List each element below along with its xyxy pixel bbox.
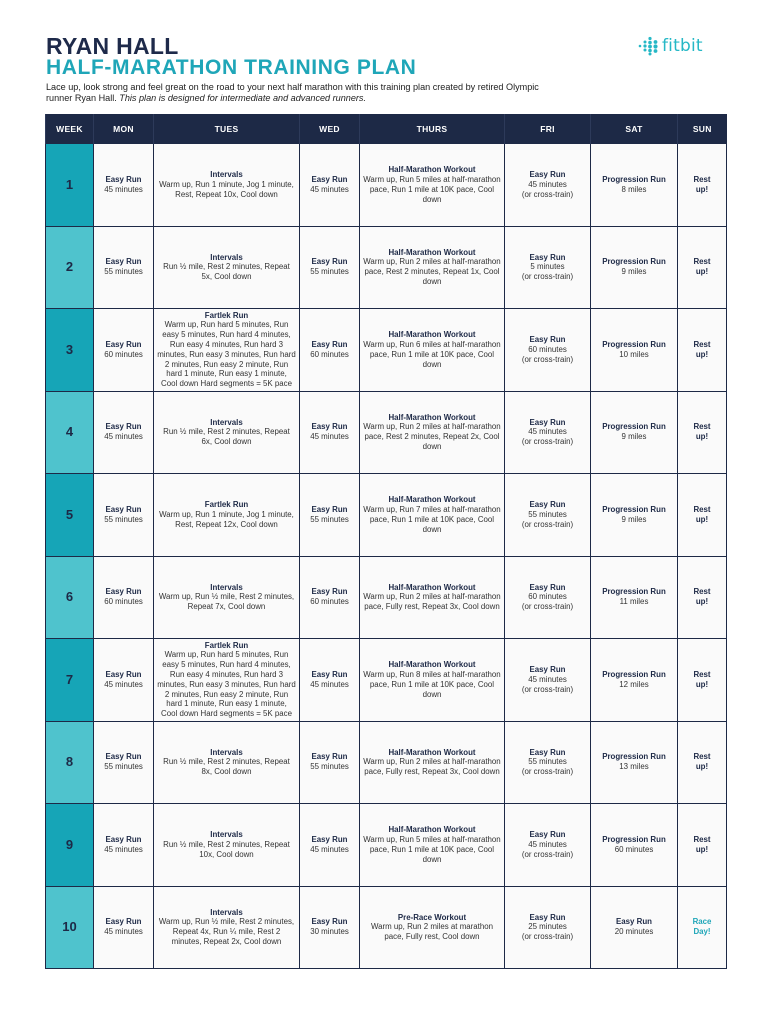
workout-note: (or cross-train) (521, 602, 574, 612)
workout-detail: 45 minutes (310, 679, 349, 689)
workout-detail: Warm up, Run 2 miles at half-marathon pace, Fully rest, Repeat 3x, Cool down (363, 757, 501, 777)
workout-detail: Run ½ mile, Rest 2 minutes, Repeat 5x, Cool down (163, 262, 290, 282)
workout-cell-fri (505, 391, 591, 474)
workout-detail: Warm up, Run 8 miles at half-marathon pace, Run 1 mile at 10K pace, Cool down (363, 669, 501, 699)
table-row (46, 309, 727, 392)
workout-cell-wed (300, 226, 360, 309)
table-row (46, 474, 727, 557)
workout-detail: 13 miles (619, 762, 649, 772)
workout-detail: 60 minutes (528, 592, 567, 602)
sunday-label-line1: Rest (693, 257, 711, 267)
workout-title: Half-Marathon Workout (388, 412, 476, 422)
workout-cell-mon (94, 804, 154, 887)
workout-title: Progression Run (602, 834, 666, 844)
week-number: 10 (46, 886, 94, 969)
sunday-label-line1: Rest (693, 174, 711, 184)
workout-detail: 5 minutes (530, 262, 565, 272)
workout-cell-thurs (360, 886, 505, 969)
intro-paragraph (46, 82, 546, 105)
plan-title-subtitle: HALF-MARATHON TRAINING PLAN (46, 56, 417, 79)
workout-cell-tues (154, 639, 300, 722)
workout-note: (or cross-train) (521, 684, 574, 694)
workout-cell-mon (94, 721, 154, 804)
workout-detail: 20 minutes (614, 927, 654, 937)
workout-title: Half-Marathon Workout (388, 330, 476, 340)
column-header-week: WEEK (46, 114, 94, 144)
workout-title: Easy Run (529, 335, 566, 345)
workout-cell-sun (678, 804, 727, 887)
workout-title: Progression Run (602, 752, 666, 762)
workout-detail: 9 miles (621, 514, 647, 524)
workout-detail: 55 minutes (310, 267, 349, 277)
workout-detail: 11 miles (619, 597, 649, 607)
workout-cell-fri (505, 474, 591, 557)
workout-title: Easy Run (529, 500, 566, 510)
sunday-label-line1: Race (692, 917, 712, 927)
workout-detail: 8 miles (621, 184, 647, 194)
workout-detail: 25 minutes (528, 922, 567, 932)
workout-title: Pre-Race Workout (397, 912, 467, 922)
workout-cell-sun (678, 309, 727, 392)
workout-detail: 55 minutes (310, 762, 349, 772)
workout-note: (or cross-train) (521, 767, 574, 777)
workout-cell-wed (300, 474, 360, 557)
workout-detail: 45 minutes (528, 839, 567, 849)
workout-cell-mon (94, 144, 154, 227)
column-header-sun: SUN (678, 114, 727, 144)
workout-cell-tues (154, 391, 300, 474)
workout-cell-mon (94, 474, 154, 557)
workout-cell-thurs (360, 309, 505, 392)
column-header-mon: MON (94, 114, 154, 144)
week-number: 7 (46, 639, 94, 722)
workout-cell-thurs (360, 804, 505, 887)
workout-detail: Warm up, Run 2 miles at marathon pace, Fully rest, Cool down (370, 922, 494, 942)
workout-title: Easy Run (105, 422, 142, 432)
sunday-label-line2: up! (695, 184, 709, 194)
workout-detail: 60 minutes (310, 597, 349, 607)
workout-title: Intervals (210, 582, 243, 592)
workout-detail: 45 minutes (528, 674, 567, 684)
workout-title: Easy Run (529, 582, 566, 592)
workout-title: Half-Marathon Workout (388, 582, 476, 592)
sunday-label-line2: up! (695, 432, 709, 442)
workout-title: Half-Marathon Workout (388, 495, 476, 505)
workout-title: Easy Run (105, 257, 142, 267)
table-row (46, 144, 727, 227)
workout-title: Easy Run (105, 587, 142, 597)
workout-cell-wed (300, 721, 360, 804)
workout-cell-tues (154, 144, 300, 227)
workout-title: Easy Run (105, 917, 142, 927)
workout-title: Easy Run (311, 422, 348, 432)
workout-cell-wed (300, 144, 360, 227)
column-header-tues: TUES (154, 114, 300, 144)
week-number: 9 (46, 804, 94, 887)
workout-title: Easy Run (529, 912, 566, 922)
workout-cell-mon (94, 391, 154, 474)
workout-detail: 45 minutes (310, 844, 349, 854)
workout-detail: 60 minutes (104, 349, 143, 359)
workout-cell-fri (505, 309, 591, 392)
week-number: 4 (46, 391, 94, 474)
workout-title: Easy Run (529, 665, 566, 675)
workout-cell-tues (154, 474, 300, 557)
workout-detail: Warm up, Run 5 miles at half-marathon pace, Run 1 mile at 10K pace, Cool down (363, 834, 501, 864)
workout-detail: Warm up, Run hard 5 minutes, Run easy 5 minutes, Run hard 4 minutes, Run easy 4 minutes, Run hard 3 minutes, Run easy 3 minutes, Run hard 2 minutes, Run easy 2 minute, Run hard 1 minute, Run easy 1 minute, Cool down Hard segments = 5K pace (157, 320, 296, 389)
workout-cell-mon (94, 556, 154, 639)
table-row (46, 804, 727, 887)
workout-cell-thurs (360, 474, 505, 557)
sunday-label-line1: Rest (693, 422, 711, 432)
workout-detail: Run ½ mile, Rest 2 minutes, Repeat 10x, Cool down (163, 839, 290, 859)
workout-detail: 55 minutes (104, 762, 143, 772)
workout-detail: 55 minutes (310, 514, 349, 524)
workout-title: Easy Run (529, 747, 566, 757)
workout-title: Easy Run (311, 339, 348, 349)
sunday-label-line2: up! (695, 844, 709, 854)
workout-detail: 45 minutes (310, 184, 349, 194)
workout-title: Progression Run (602, 669, 666, 679)
table-row (46, 639, 727, 722)
workout-detail: Warm up, Run ½ mile, Rest 2 minutes, Repeat 4x, Run ¼ mile, Rest 2 minutes, Repeat 2x, Cool down (158, 917, 295, 947)
column-header-fri: FRI (505, 114, 591, 144)
workout-title: Easy Run (616, 917, 652, 927)
workout-cell-sat (591, 721, 678, 804)
column-header-thurs: THURS (360, 114, 505, 144)
workout-cell-sun (678, 226, 727, 309)
workout-cell-thurs (360, 144, 505, 227)
week-number: 6 (46, 556, 94, 639)
workout-cell-fri (505, 144, 591, 227)
workout-detail: 45 minutes (104, 679, 143, 689)
workout-cell-mon (94, 309, 154, 392)
workout-detail: Warm up, Run ½ mile, Rest 2 minutes, Repeat 7x, Cool down (158, 592, 295, 612)
workout-cell-sat (591, 804, 678, 887)
workout-title: Easy Run (529, 417, 566, 427)
workout-cell-tues (154, 309, 300, 392)
workout-cell-fri (505, 639, 591, 722)
workout-title: Easy Run (105, 834, 142, 844)
sunday-label-line2: up! (695, 597, 709, 607)
sunday-label-line1: Rest (693, 669, 711, 679)
table-row (46, 391, 727, 474)
workout-detail: 45 minutes (310, 432, 349, 442)
fitbit-logo-text: fitbit (662, 36, 703, 56)
workout-detail: 45 minutes (104, 432, 143, 442)
workout-title: Fartlek Run (204, 500, 249, 510)
workout-detail: Warm up, Run 7 miles at half-marathon pace, Run 1 mile at 10K pace, Cool down (363, 504, 501, 534)
workout-title: Easy Run (311, 587, 348, 597)
workout-detail: 12 miles (619, 679, 649, 689)
sunday-label-line1: Rest (693, 339, 711, 349)
intro-text: Lace up, look strong and feel great on the road to your next half marathon with this training plan created by retired Olympic runner Ryan Hall. (46, 82, 539, 104)
workout-cell-sat (591, 556, 678, 639)
workout-title: Half-Marathon Workout (388, 165, 476, 175)
workout-title: Intervals (210, 907, 243, 917)
workout-cell-fri (505, 556, 591, 639)
workout-cell-sat (591, 391, 678, 474)
workout-detail: Warm up, Run 1 minute, Jog 1 minute, Rest, Repeat 12x, Cool down (159, 509, 294, 529)
workout-detail: Warm up, Run 2 miles at half-marathon pace, Rest 2 minutes, Repeat 2x, Cool down (363, 422, 501, 452)
workout-cell-sat (591, 226, 678, 309)
workout-cell-fri (505, 226, 591, 309)
training-plan-table (45, 114, 727, 969)
workout-cell-sun (678, 474, 727, 557)
workout-detail: 60 minutes (104, 597, 143, 607)
workout-title: Easy Run (311, 834, 348, 844)
workout-cell-tues (154, 721, 300, 804)
workout-title: Half-Marathon Workout (388, 247, 476, 257)
workout-detail: 55 minutes (528, 757, 567, 767)
workout-title: Easy Run (311, 257, 348, 267)
workout-detail: Run ½ mile, Rest 2 minutes, Repeat 6x, Cool down (163, 427, 290, 447)
workout-cell-wed (300, 391, 360, 474)
workout-cell-tues (154, 556, 300, 639)
workout-cell-fri (505, 886, 591, 969)
workout-cell-sun (678, 639, 727, 722)
workout-cell-mon (94, 886, 154, 969)
workout-title: Intervals (210, 417, 243, 427)
fitbit-logo (637, 34, 737, 58)
workout-title: Easy Run (311, 174, 348, 184)
sunday-label-line2: up! (695, 267, 709, 277)
workout-note: (or cross-train) (521, 849, 574, 859)
fitbit-dots-icon (637, 36, 659, 56)
workout-title: Easy Run (311, 504, 348, 514)
workout-cell-sun (678, 721, 727, 804)
sunday-label-line2: Day! (693, 927, 711, 937)
sunday-label-line1: Rest (693, 834, 711, 844)
workout-note: (or cross-train) (521, 354, 574, 364)
workout-title: Easy Run (105, 504, 142, 514)
workout-title: Easy Run (105, 669, 142, 679)
workout-title: Easy Run (529, 252, 566, 262)
workout-note: (or cross-train) (521, 932, 574, 942)
workout-cell-wed (300, 639, 360, 722)
workout-title: Easy Run (311, 669, 348, 679)
workout-cell-sat (591, 144, 678, 227)
workout-cell-thurs (360, 556, 505, 639)
week-number: 3 (46, 309, 94, 392)
workout-detail: Warm up, Run 2 miles at half-marathon pace, Rest 2 minutes, Repeat 1x, Cool down (363, 257, 501, 287)
workout-cell-fri (505, 721, 591, 804)
workout-detail: Warm up, Run 1 minute, Jog 1 minute, Rest, Repeat 10x, Cool down (159, 179, 294, 199)
workout-title: Half-Marathon Workout (388, 747, 476, 757)
workout-note: (or cross-train) (521, 189, 574, 199)
sunday-label-line2: up! (695, 349, 709, 359)
workout-detail: 30 minutes (310, 927, 349, 937)
workout-title: Progression Run (602, 422, 666, 432)
workout-cell-sat (591, 309, 678, 392)
workout-detail: 45 minutes (104, 844, 143, 854)
workout-title: Progression Run (602, 504, 666, 514)
workout-detail: 45 minutes (528, 427, 567, 437)
training-plan-body (46, 144, 727, 969)
workout-cell-wed (300, 556, 360, 639)
workout-note: (or cross-train) (521, 437, 574, 447)
workout-detail: 9 miles (621, 432, 647, 442)
workout-note: (or cross-train) (521, 519, 574, 529)
workout-detail: 45 minutes (104, 927, 143, 937)
workout-detail: 45 minutes (528, 179, 567, 189)
workout-detail: 9 miles (621, 267, 647, 277)
workout-cell-sun (678, 556, 727, 639)
intro-audience-note: This plan is designed for intermediate and advanced runners. (119, 93, 366, 104)
table-row (46, 226, 727, 309)
workout-cell-sun (678, 391, 727, 474)
workout-title: Easy Run (529, 170, 566, 180)
column-header-sat: SAT (591, 114, 678, 144)
workout-cell-fri (505, 804, 591, 887)
workout-title: Progression Run (602, 587, 666, 597)
table-row (46, 721, 727, 804)
table-row (46, 556, 727, 639)
workout-title: Easy Run (105, 174, 142, 184)
workout-cell-mon (94, 226, 154, 309)
sunday-label-line1: Rest (693, 752, 711, 762)
table-header-row (46, 114, 727, 144)
column-header-wed: WED (300, 114, 360, 144)
workout-cell-sat (591, 639, 678, 722)
workout-cell-mon (94, 639, 154, 722)
workout-cell-sun (678, 886, 727, 969)
workout-title: Intervals (210, 170, 243, 180)
workout-detail: Warm up, Run 2 miles at half-marathon pace, Fully rest, Repeat 3x, Cool down (363, 592, 501, 612)
workout-detail: Warm up, Run 6 miles at half-marathon pace, Run 1 mile at 10K pace, Cool down (363, 339, 501, 369)
workout-cell-thurs (360, 391, 505, 474)
workout-cell-sat (591, 474, 678, 557)
workout-title: Easy Run (311, 917, 348, 927)
sunday-label-line1: Rest (693, 587, 711, 597)
workout-title: Easy Run (311, 752, 348, 762)
workout-detail: Run ½ mile, Rest 2 minutes, Repeat 8x, Cool down (163, 757, 290, 777)
workout-detail: 55 minutes (528, 509, 567, 519)
workout-cell-wed (300, 309, 360, 392)
workout-note: (or cross-train) (521, 272, 574, 282)
week-number: 8 (46, 721, 94, 804)
sunday-label-line2: up! (695, 514, 709, 524)
workout-cell-thurs (360, 226, 505, 309)
workout-title: Fartlek Run (204, 640, 249, 650)
workout-title: Intervals (210, 747, 243, 757)
workout-detail: 60 minutes (614, 844, 654, 854)
workout-detail: 55 minutes (104, 267, 143, 277)
workout-detail: 55 minutes (104, 514, 143, 524)
workout-cell-wed (300, 804, 360, 887)
week-number: 1 (46, 144, 94, 227)
sunday-label-line1: Rest (693, 504, 711, 514)
workout-title: Easy Run (529, 830, 566, 840)
plan-title-name: RYAN HALL (46, 33, 179, 59)
workout-cell-sun (678, 144, 727, 227)
workout-title: Easy Run (105, 752, 142, 762)
table-row (46, 886, 727, 969)
week-number: 2 (46, 226, 94, 309)
week-number: 5 (46, 474, 94, 557)
workout-detail: 45 minutes (104, 184, 143, 194)
workout-title: Progression Run (602, 174, 666, 184)
workout-cell-tues (154, 226, 300, 309)
workout-title: Progression Run (602, 339, 666, 349)
workout-cell-tues (154, 804, 300, 887)
workout-detail: 10 miles (619, 349, 649, 359)
workout-detail: Warm up, Run hard 5 minutes, Run easy 5 minutes, Run hard 4 minutes, Run easy 4 minutes, Run hard 3 minutes, Run easy 3 minutes, Run hard 2 minutes, Run easy 2 minute, Run hard 1 minute, Run easy 1 minute, Cool down Hard segments = 5K pace (157, 650, 296, 719)
workout-title: Fartlek Run (204, 310, 249, 320)
workout-title: Intervals (210, 252, 243, 262)
workout-title: Intervals (210, 830, 243, 840)
workout-cell-wed (300, 886, 360, 969)
workout-cell-sat (591, 886, 678, 969)
workout-detail: Warm up, Run 5 miles at half-marathon pace, Run 1 mile at 10K pace, Cool down (363, 174, 501, 204)
workout-cell-tues (154, 886, 300, 969)
workout-title: Half-Marathon Workout (388, 660, 476, 670)
workout-cell-thurs (360, 721, 505, 804)
workout-title: Half-Marathon Workout (388, 825, 476, 835)
sunday-label-line2: up! (695, 679, 709, 689)
workout-cell-thurs (360, 639, 505, 722)
workout-title: Easy Run (105, 339, 142, 349)
workout-detail: 60 minutes (310, 349, 349, 359)
sunday-label-line2: up! (695, 762, 709, 772)
workout-title: Progression Run (602, 257, 666, 267)
workout-detail: 60 minutes (528, 344, 567, 354)
